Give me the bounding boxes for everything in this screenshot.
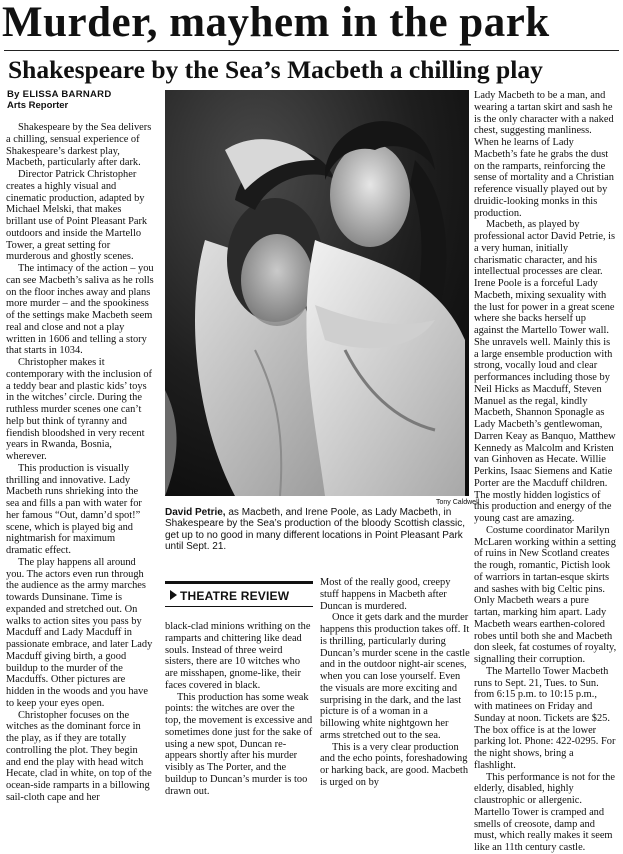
actors-embrace-image (165, 90, 469, 496)
paragraph: The intimacy of the action – you can see Macbeth’s saliva as he rolls on the floor inches away and plans more murder – and the spookiness of the settings make Macbeth seem real and close and not a play written in 1606 and telling a story that starts in 1034. (6, 263, 154, 357)
paragraph: This production is visually thrilling and innovative. Lady Macbeth runs shrieking into the sea and fills a pan with water for her famous “Out, damn’d spot!” scene, which is played big and nightmarish for maximum dramatic effect. (6, 462, 142, 556)
paragraph: Once it gets dark and the murder happens this production takes off. It is thrilling, particularly during Duncan’s murder scene in the castle and in the outdoor night-air scenes, when you can lose yourself. Even the visuals are more exciting and surprising in the dark, and the last picture is of a woman in a billowing white nightgown her arms stretched out to the sea. (320, 612, 470, 741)
paragraph: Macbeth, as played by professional actor David Petrie, is a very human, initially charismatic character, and his intellectual processes are clear. Irene Poole is a forceful Lady Macbeth, mixing sexuality with the lust for power in a great scene where she backs herself up against the Martello Tower wall. She unravels well. Mainly this is a large ensemble production with strong, vocally loud and clear performances including those by Neil Hicks as Macduff, Steven Manuel as the regal, kindly Macbeth, Shannon Sponagle as Lady Macbeth’s gentlewoman, Darren Keay as Banquo, Matthew Kennedy as Malcolm and Kristen van Ginhoven as Hecate. Willie Perkins, Isaac Siemens and Katie Porter are the Macduff children. The mostly hidden logistics of this production and energy of the young cast are amazing. (474, 219, 616, 524)
section-tag (170, 589, 289, 603)
production-photo (165, 90, 469, 496)
paragraph: This performance is not for the elderly, disabled, highly claustrophic or allergenic. Martello Tower is cramped and smells of creosote, damp and must, which really makes it seem like an 11th century castle. (474, 771, 615, 853)
paragraph: The play happens all around you. The actors even run through the audience as the army marches towards Dunsinane. Time is expanded and stretched out. On walks to action sites you pass by Macduff and Lady Macduff in passionate embrace, and later Lady Macduff giving birth, a good buildup to the murder of the Macduffs. Other pictures are hidden in the woods and you have to keep your eyes open. (6, 556, 153, 709)
paragraph: This is a very clear production and the echo points, foreshadowing or harking back, are good. Macbeth is urged on by (320, 741, 469, 788)
paragraph: Lady Macbeth to be a man, and wearing a tartan skirt and sash he is the only character with a naked chest, suggesting manliness. When he learns of Lady Macbeth’s fate he grabs the dust on the ramparts, reinforcing the sense of mortality and a Christian reference visually played out by druidic-looking monks in this production. (474, 90, 614, 219)
article-column-2 (165, 621, 313, 797)
paragraph: Costume coordinator Marilyn McLaren working within a setting of ruins in New Scotland creates the rough, romantic, Pictish look of warriors in tartan-esque skirts and sashes with big Celtic pins. Only Macbeth wears a pure tartan, marking him apart. Lady Macbeth wears earthen-colored robes until both she and Macbeth don sleek, fat costumes of royalty, signalling their corruption. (474, 524, 617, 665)
photo-credit: Tony Caldwell (436, 499, 480, 506)
paragraph: Most of the really good, creepy stuff happens in Macbeth after Duncan is murdered. (320, 577, 451, 612)
byline-role: Arts Reporter (7, 100, 69, 111)
paragraph: Christopher makes it contemporary with the inclusion of a teddy bear and plastic kids’ toys in the witches’ circle. During the ruthless murder scenes one can’t help but think of tyranny and fiendish bloodshed in very recent years in Rwanda, Bosnia, wherever. (6, 357, 153, 462)
caption-text: as Macbeth, and Irene Poole, as Lady Macbeth, in Shakespeare by the Sea’s production of the bloody Scottish classic, get up to no good in many different locations in Point Pleasant Park until Sept. 21. (165, 507, 465, 552)
byline-name: By ELISSA BARNARD (7, 89, 112, 100)
caption-name: David Petrie, (165, 507, 226, 518)
paragraph: This production has some weak points: the witches are over the top, the movement is excessive and sometimes done just for the sake of using a new spot, Duncan re-appears shortly after his murder visibly as The Porter, and the buildup to Duncan’s murder is too drawn out. (165, 691, 313, 797)
article-column-1 (6, 122, 154, 804)
section-tag-label: THEATRE REVIEW (180, 589, 290, 603)
article-column-4 (474, 90, 617, 854)
article-column-3 (320, 577, 470, 789)
paragraph: The Martello Tower Macbeth runs to Sept. 21, Tues. to Sun. from 6:15 p.m. to 10:15 p.m., with matinees on Friday and Sunday at noon. Tickets are $25. The box office is at the lower parking lot. Phone: 422-0295. For the night shows, bring a flashlight. (474, 665, 616, 771)
headline-rule (4, 50, 619, 51)
headline: Murder, mayhem in the park (2, 0, 550, 46)
subheadline: Shakespeare by the Sea’s Macbeth a chilling play (8, 55, 543, 84)
photo-caption (165, 507, 469, 552)
paragraph: Director Patrick Christopher creates a highly visual and cinematic production, adapted by Michael Melski, that makes brillant use of Point Pleasant Park outdoors and inside the Martello Tower, a great setting for murderous and ghostly scenes. (6, 169, 148, 263)
triangle-icon (170, 590, 177, 600)
paragraph: black-clad minions writhing on the ramparts and chittering like dead souls. Instead of three weird sisters, there are 10 witches who are misshapen, gnome-like, their faces covered in black. (165, 621, 311, 691)
paragraph: Christopher focuses on the witches as the dominant force in the play, as if they are totally controlling the plot. They begin and end the play with head witch Hecate, clad in white, on top of the ocean-side ramparts in a billowing sail-cloth cape and her (6, 709, 152, 803)
byline (7, 89, 112, 111)
paragraph: Shakespeare by the Sea delivers a chilling, sensual experience of Shakespeare’s darkest play, Macbeth, particularly after dark. (6, 122, 152, 169)
